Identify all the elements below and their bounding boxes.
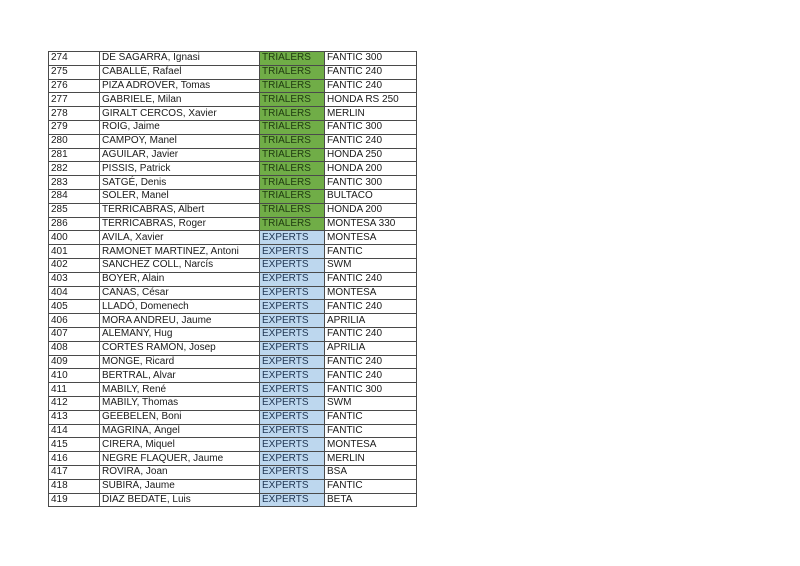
table-row bbox=[49, 176, 417, 190]
category-cell: EXPERTS bbox=[260, 245, 325, 259]
category-cell: EXPERTS bbox=[260, 465, 325, 479]
motorcycle-cell: MONTESA bbox=[325, 286, 417, 300]
rider-number-cell: 400 bbox=[49, 231, 100, 245]
category-cell: EXPERTS bbox=[260, 369, 325, 383]
table-row bbox=[49, 258, 417, 272]
table-row bbox=[49, 203, 417, 217]
category-cell: EXPERTS bbox=[260, 438, 325, 452]
rider-name-cell: LLADÓ, Domenech bbox=[100, 300, 260, 314]
motorcycle-cell: HONDA 200 bbox=[325, 203, 417, 217]
table-row bbox=[49, 479, 417, 493]
rider-name-cell: MABILY, René bbox=[100, 383, 260, 397]
rider-number-cell: 282 bbox=[49, 162, 100, 176]
rider-number-cell: 416 bbox=[49, 452, 100, 466]
table-row bbox=[49, 245, 417, 259]
rider-name-cell: CABALLÉ, Rafael bbox=[100, 65, 260, 79]
rider-name-cell: BERTRAL, Alvar bbox=[100, 369, 260, 383]
rider-name-cell: CIRERA, Miquel bbox=[100, 438, 260, 452]
rider-number-cell: 418 bbox=[49, 479, 100, 493]
motorcycle-cell: APRILIA bbox=[325, 314, 417, 328]
motorcycle-cell: FANTIC bbox=[325, 479, 417, 493]
category-cell: EXPERTS bbox=[260, 396, 325, 410]
table-row bbox=[49, 383, 417, 397]
table-row bbox=[49, 327, 417, 341]
table-row bbox=[49, 424, 417, 438]
rider-number-cell: 415 bbox=[49, 438, 100, 452]
table-row bbox=[49, 493, 417, 507]
rider-number-cell: 285 bbox=[49, 203, 100, 217]
rider-name-cell: MORA ANDREU, Jaume bbox=[100, 314, 260, 328]
rider-number-cell: 406 bbox=[49, 314, 100, 328]
rider-name-cell: GABRIELE, Milan bbox=[100, 93, 260, 107]
rider-number-cell: 280 bbox=[49, 134, 100, 148]
rider-number-cell: 409 bbox=[49, 355, 100, 369]
table-row bbox=[49, 369, 417, 383]
category-cell: EXPERTS bbox=[260, 355, 325, 369]
rider-name-cell: SATGÉ, Denis bbox=[100, 176, 260, 190]
motorcycle-cell: MERLIN bbox=[325, 452, 417, 466]
category-cell: EXPERTS bbox=[260, 272, 325, 286]
motorcycle-cell: FANTIC 240 bbox=[325, 79, 417, 93]
rider-number-cell: 279 bbox=[49, 120, 100, 134]
table-row bbox=[49, 134, 417, 148]
rider-number-cell: 407 bbox=[49, 327, 100, 341]
category-cell: TRIALERS bbox=[260, 52, 325, 66]
motorcycle-cell: MERLIN bbox=[325, 107, 417, 121]
rider-table bbox=[48, 51, 417, 507]
table-row bbox=[49, 217, 417, 231]
rider-name-cell: PISSIS, Patrick bbox=[100, 162, 260, 176]
motorcycle-cell: FANTIC bbox=[325, 424, 417, 438]
category-cell: TRIALERS bbox=[260, 189, 325, 203]
rider-name-cell: PIZA ADROVER, Tomas bbox=[100, 79, 260, 93]
rider-name-cell: CAÑAS, César bbox=[100, 286, 260, 300]
table-row bbox=[49, 189, 417, 203]
rider-number-cell: 284 bbox=[49, 189, 100, 203]
category-cell: EXPERTS bbox=[260, 479, 325, 493]
table-row bbox=[49, 107, 417, 121]
table-row bbox=[49, 438, 417, 452]
rider-number-cell: 404 bbox=[49, 286, 100, 300]
rider-name-cell: ROVIRA, Joan bbox=[100, 465, 260, 479]
table-row bbox=[49, 120, 417, 134]
rider-number-cell: 276 bbox=[49, 79, 100, 93]
rider-number-cell: 283 bbox=[49, 176, 100, 190]
rider-name-cell: TERRICABRAS, Roger bbox=[100, 217, 260, 231]
category-cell: EXPERTS bbox=[260, 258, 325, 272]
motorcycle-cell: APRILIA bbox=[325, 341, 417, 355]
category-cell: TRIALERS bbox=[260, 65, 325, 79]
category-cell: EXPERTS bbox=[260, 452, 325, 466]
rider-name-cell: NEGRE FLAQUER, Jaume bbox=[100, 452, 260, 466]
table-row bbox=[49, 65, 417, 79]
table-row bbox=[49, 410, 417, 424]
category-cell: EXPERTS bbox=[260, 341, 325, 355]
motorcycle-cell: FANTIC 240 bbox=[325, 369, 417, 383]
category-cell: EXPERTS bbox=[260, 410, 325, 424]
category-cell: EXPERTS bbox=[260, 300, 325, 314]
category-cell: TRIALERS bbox=[260, 93, 325, 107]
table-row bbox=[49, 148, 417, 162]
motorcycle-cell: HONDA 250 bbox=[325, 148, 417, 162]
rider-name-cell: MAGRIÑÁ, Ángel bbox=[100, 424, 260, 438]
rider-table-body bbox=[49, 52, 417, 507]
rider-number-cell: 278 bbox=[49, 107, 100, 121]
motorcycle-cell: HONDA 200 bbox=[325, 162, 417, 176]
category-cell: TRIALERS bbox=[260, 148, 325, 162]
rider-name-cell: SANCHEZ COLL, Narcís bbox=[100, 258, 260, 272]
rider-number-cell: 410 bbox=[49, 369, 100, 383]
table-row bbox=[49, 231, 417, 245]
category-cell: TRIALERS bbox=[260, 203, 325, 217]
rider-name-cell: ROIG, Jaime bbox=[100, 120, 260, 134]
motorcycle-cell: FANTIC 240 bbox=[325, 65, 417, 79]
category-cell: EXPERTS bbox=[260, 424, 325, 438]
rider-name-cell: DE SAGARRA, Ignasi bbox=[100, 52, 260, 66]
table-row bbox=[49, 300, 417, 314]
motorcycle-cell: FANTIC bbox=[325, 410, 417, 424]
category-cell: EXPERTS bbox=[260, 327, 325, 341]
rider-name-cell: GIRALT CERCOS, Xavier bbox=[100, 107, 260, 121]
table-row bbox=[49, 52, 417, 66]
table-row bbox=[49, 452, 417, 466]
table-row bbox=[49, 286, 417, 300]
rider-name-cell: ALEMANY, Hug bbox=[100, 327, 260, 341]
category-cell: EXPERTS bbox=[260, 231, 325, 245]
rider-name-cell: SUBIRÀ, Jaume bbox=[100, 479, 260, 493]
table-row bbox=[49, 355, 417, 369]
motorcycle-cell: MONTESA bbox=[325, 231, 417, 245]
rider-name-cell: GEEBELEN, Boni bbox=[100, 410, 260, 424]
category-cell: TRIALERS bbox=[260, 134, 325, 148]
category-cell: TRIALERS bbox=[260, 107, 325, 121]
rider-number-cell: 277 bbox=[49, 93, 100, 107]
motorcycle-cell: SWM bbox=[325, 396, 417, 410]
category-cell: TRIALERS bbox=[260, 120, 325, 134]
rider-table-sheet bbox=[48, 51, 417, 507]
rider-number-cell: 286 bbox=[49, 217, 100, 231]
motorcycle-cell: MONTESA bbox=[325, 438, 417, 452]
rider-number-cell: 417 bbox=[49, 465, 100, 479]
rider-number-cell: 408 bbox=[49, 341, 100, 355]
motorcycle-cell: FANTIC 240 bbox=[325, 272, 417, 286]
table-row bbox=[49, 93, 417, 107]
motorcycle-cell: BSA bbox=[325, 465, 417, 479]
rider-name-cell: AGUILAR, Javier bbox=[100, 148, 260, 162]
rider-name-cell: DIAZ BEDATE, Luis bbox=[100, 493, 260, 507]
rider-name-cell: TERRICABRAS, Albert bbox=[100, 203, 260, 217]
motorcycle-cell: BETA bbox=[325, 493, 417, 507]
motorcycle-cell: FANTIC 300 bbox=[325, 120, 417, 134]
rider-name-cell: AVILA, Xavier bbox=[100, 231, 260, 245]
rider-number-cell: 419 bbox=[49, 493, 100, 507]
motorcycle-cell: FANTIC 240 bbox=[325, 327, 417, 341]
table-row bbox=[49, 162, 417, 176]
motorcycle-cell: FANTIC 240 bbox=[325, 134, 417, 148]
category-cell: TRIALERS bbox=[260, 79, 325, 93]
motorcycle-cell: HONDA RS 250 bbox=[325, 93, 417, 107]
rider-name-cell: CORTES RAMÓN, Josep bbox=[100, 341, 260, 355]
rider-number-cell: 405 bbox=[49, 300, 100, 314]
rider-number-cell: 274 bbox=[49, 52, 100, 66]
rider-number-cell: 413 bbox=[49, 410, 100, 424]
rider-number-cell: 402 bbox=[49, 258, 100, 272]
table-row bbox=[49, 272, 417, 286]
rider-number-cell: 281 bbox=[49, 148, 100, 162]
category-cell: EXPERTS bbox=[260, 493, 325, 507]
motorcycle-cell: FANTIC 300 bbox=[325, 52, 417, 66]
rider-name-cell: RAMONET MARTINEZ, Antoni bbox=[100, 245, 260, 259]
category-cell: EXPERTS bbox=[260, 314, 325, 328]
table-row bbox=[49, 314, 417, 328]
table-row bbox=[49, 396, 417, 410]
category-cell: EXPERTS bbox=[260, 383, 325, 397]
table-row bbox=[49, 465, 417, 479]
rider-name-cell: BOYER, Alain bbox=[100, 272, 260, 286]
motorcycle-cell: FANTIC 240 bbox=[325, 355, 417, 369]
rider-number-cell: 411 bbox=[49, 383, 100, 397]
motorcycle-cell: FANTIC 240 bbox=[325, 300, 417, 314]
rider-number-cell: 275 bbox=[49, 65, 100, 79]
motorcycle-cell: BULTACO bbox=[325, 189, 417, 203]
table-row bbox=[49, 341, 417, 355]
motorcycle-cell: FANTIC 300 bbox=[325, 176, 417, 190]
rider-number-cell: 401 bbox=[49, 245, 100, 259]
rider-number-cell: 403 bbox=[49, 272, 100, 286]
rider-name-cell: CAMPOY, Manel bbox=[100, 134, 260, 148]
category-cell: TRIALERS bbox=[260, 217, 325, 231]
motorcycle-cell: SWM bbox=[325, 258, 417, 272]
rider-name-cell: MABILY, Thomas bbox=[100, 396, 260, 410]
table-row bbox=[49, 79, 417, 93]
category-cell: TRIALERS bbox=[260, 176, 325, 190]
rider-name-cell: MONGE, Ricard bbox=[100, 355, 260, 369]
motorcycle-cell: FANTIC 300 bbox=[325, 383, 417, 397]
rider-number-cell: 414 bbox=[49, 424, 100, 438]
motorcycle-cell: MONTESA 330 bbox=[325, 217, 417, 231]
rider-number-cell: 412 bbox=[49, 396, 100, 410]
category-cell: EXPERTS bbox=[260, 286, 325, 300]
rider-name-cell: SOLER, Manel bbox=[100, 189, 260, 203]
motorcycle-cell: FANTIC bbox=[325, 245, 417, 259]
category-cell: TRIALERS bbox=[260, 162, 325, 176]
